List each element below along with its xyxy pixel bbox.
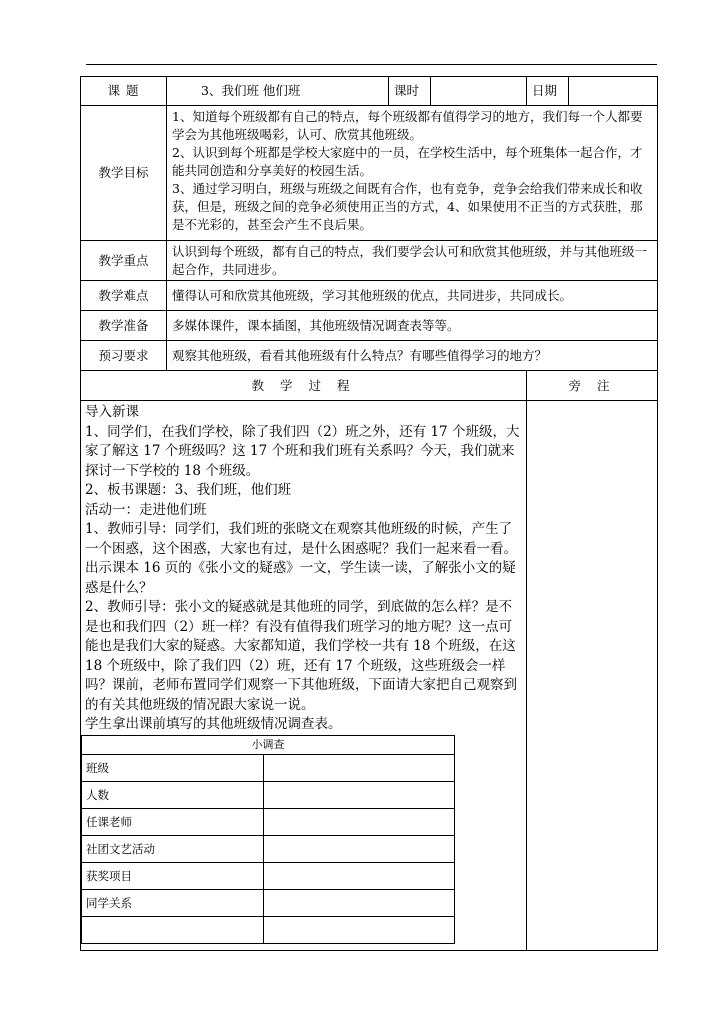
survey-cell (264, 835, 455, 862)
survey-row (82, 781, 455, 808)
process-paragraph: 出示课本 16 页的《张小文的疑惑》一文，学生读一读，了解张小文的疑惑是什么？ (85, 560, 516, 596)
survey-row-label: 社团文艺活动 (82, 835, 264, 862)
header-rule (86, 64, 657, 65)
process-body-row (81, 401, 658, 951)
date-value (569, 77, 658, 106)
survey-table (81, 735, 455, 944)
topic-label: 课 题 (81, 77, 167, 106)
side-notes-cell (527, 401, 658, 951)
key-points-text: 认识到每个班级，都有自己的特点，我们要学会认可和欣赏其他班级，并与其他班级一起合作，共同进步。 (167, 241, 658, 281)
survey-row (82, 754, 455, 781)
key-points-label: 教学重点 (81, 241, 167, 281)
date-label: 日期 (527, 77, 569, 106)
preparation-label: 教学准备 (81, 311, 167, 341)
preparation-row (81, 311, 658, 341)
survey-cell (264, 754, 455, 781)
survey-row (82, 835, 455, 862)
goal-1: 1、知道每个班级都有自己的特点，每个班级都有值得学习的地方，我们每一个人都要学会为其他班级喝彩，认可、欣赏其他班级。 (172, 109, 643, 142)
survey-row-label: 任课老师 (82, 808, 264, 835)
process-paragraph: 1、教师引导：同学们，我们班的张晓文在观察其他班级的时候，产生了一个困惑，这个困惑，大家也有过，是什么困惑呢？我们一起来看一看。 (85, 521, 517, 557)
goals-label: 教学目标 (81, 106, 167, 241)
survey-cell (264, 781, 455, 808)
side-notes-header: 旁 注 (527, 371, 658, 401)
goal-2: 2、认识到每个班都是学校大家庭中的一员，在学校生活中，每个班集体一起合作，才能共同创造和分享美好的校园生活。 (172, 145, 643, 178)
process-paragraph: 2、教师引导：张小文的疑惑就是其他班的同学，到底做的怎么样？是不是也和我们四（2）班一样？有没有值得我们班学习的地方呢？这一点可能也是我们大家的疑惑。大家都知道，我们学校一共有 18 个班级，在这 18 个班级中，除了我们四（2）班，还有 17 个班级，这些班级会一样吗？课前，老师布置同学们观察一下其他班级，下面请大家把自己观察到的有关其他班级的情况跟大家说一说。 (85, 599, 517, 713)
process-paragraph: 导入新课 (85, 404, 139, 420)
process-header: 教 学 过 程 (81, 371, 527, 401)
process-header-row (81, 371, 658, 401)
survey-row-label: 人数 (82, 781, 264, 808)
survey-cell (264, 889, 455, 916)
survey-row (82, 862, 455, 889)
survey-cell (264, 916, 455, 943)
topic-value: 3、我们班 他们班 (167, 77, 389, 106)
difficulties-label: 教学难点 (81, 281, 167, 311)
survey-row-label (82, 916, 264, 943)
survey-row-label: 班级 (82, 754, 264, 781)
survey-row-label: 获奖项目 (82, 862, 264, 889)
survey-caption: 小调查 (82, 735, 455, 754)
header-row (81, 77, 658, 106)
survey-cell (264, 862, 455, 889)
preparation-text: 多媒体课件，课本插图，其他班级情况调查表等等。 (167, 311, 658, 341)
process-paragraph: 1、同学们，在我们学校，除了我们四（2）班之外，还有 17 个班级，大家了解这 17 个班级吗？这 17 个班和我们班有关系吗？今天，我们就来探讨一下学校的 18 个班级。 (85, 423, 520, 479)
process-paragraph: 2、板书课题：3、我们班，他们班 (85, 482, 292, 498)
survey-row (82, 889, 455, 916)
goal-3: 3、通过学习明白，班级与班级之间既有合作，也有竞争，竞争会给我们带来成长和收获，但是，班级之间的竞争必须使用正当的方式，4、如果使用不正当的方式获胜，那是不光彩的，甚至会产生不良后果。 (172, 181, 643, 232)
survey-cell (264, 808, 455, 835)
period-value (431, 77, 527, 106)
key-points-row (81, 241, 658, 281)
process-paragraph: 学生拿出课前填写的其他班级情况调查表。 (85, 716, 342, 732)
preview-row (81, 341, 658, 371)
lesson-plan-table (80, 76, 658, 951)
difficulties-row (81, 281, 658, 311)
process-paragraph: 活动一：走进他们班 (85, 501, 207, 518)
difficulties-text: 懂得认可和欣赏其他班级，学习其他班级的优点，共同进步，共同成长。 (167, 281, 658, 311)
preview-text: 观察其他班级，看看其他班级有什么特点？有哪些值得学习的地方？ (167, 341, 658, 371)
process-content (81, 401, 527, 951)
survey-row (82, 808, 455, 835)
goals-row (81, 106, 658, 241)
survey-row (82, 916, 455, 943)
survey-row-label: 同学关系 (82, 889, 264, 916)
period-label: 课时 (389, 77, 431, 106)
preview-label: 预习要求 (81, 341, 167, 371)
